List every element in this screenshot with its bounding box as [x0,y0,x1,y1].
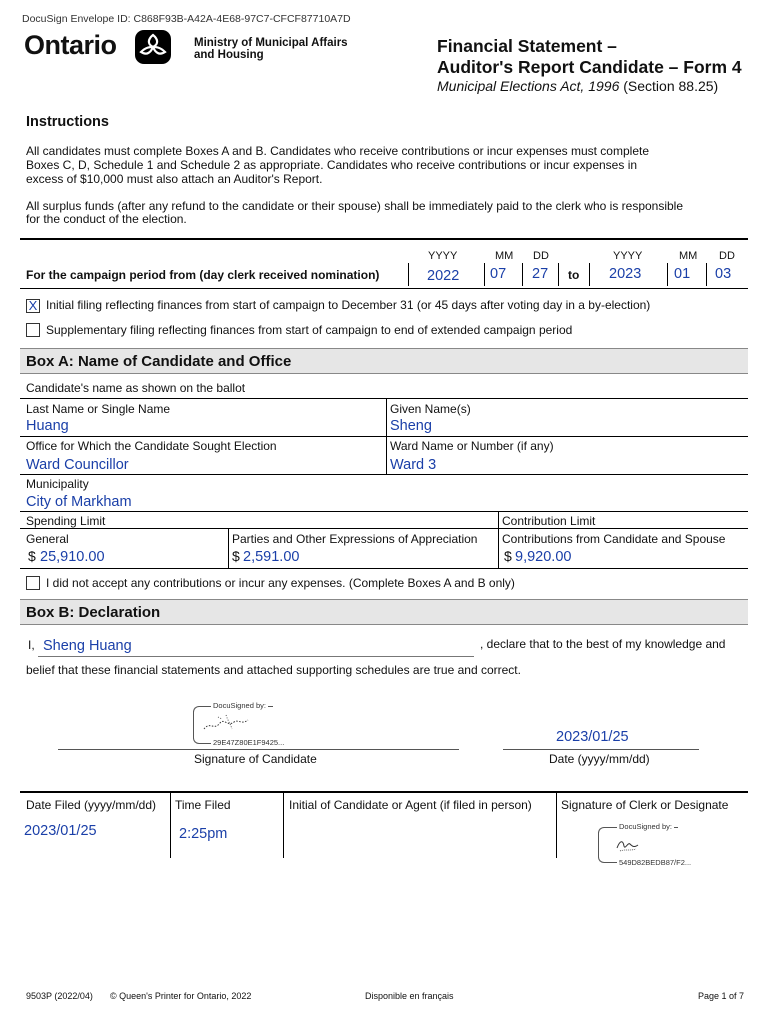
contribution-limit-field[interactable]: 9,920.00 [515,549,572,565]
declarant-underline [38,656,474,657]
date-label: Date (yyyy/mm/dd) [549,752,650,766]
instructions-paragraph-2 [26,200,683,226]
supplementary-filing-checkbox[interactable] [26,323,40,337]
instructions-line: All candidates must complete Boxes A and B. Candidates who receive contributions or incur expenses must complete [26,144,649,158]
initial-label: Initial of Candidate or Agent (if filed in person) [289,798,532,812]
clerk-signature-label: Signature of Clerk or Designate [561,798,729,812]
instructions-heading: Instructions [26,114,109,130]
divider [20,791,748,793]
signature-line [58,749,459,750]
divider [20,398,748,399]
given-name-field[interactable]: Sheng [390,418,432,434]
initial-filing-label: Initial filing reflecting finances from start of campaign to December 31 (or 45 days after voting day in a by-election) [46,298,651,312]
period-to-year-field[interactable]: 2023 [609,266,642,282]
ward-label: Ward Name or Number (if any) [390,439,554,453]
box-a-header [20,348,748,374]
act-section: (Section 88.25) [623,78,719,94]
clerk-docusigned-by-label: DocuSigned by: [619,822,672,831]
divider [484,263,485,286]
municipality-label: Municipality [26,477,89,491]
form-subtitle [437,78,718,94]
instructions-line: for the conduct of the election. [26,212,187,226]
parties-limit-field[interactable]: 2,591.00 [243,549,300,565]
box-b-header [20,599,748,625]
divider [706,263,707,286]
period-from-month-field[interactable]: 07 [490,266,507,282]
clerk-signature-icon [614,836,644,857]
divider [20,436,748,437]
page-number: Page 1 of 7 [698,991,745,1001]
declarant-name-field[interactable]: Sheng Huang [43,638,132,654]
period-from-year-field[interactable]: 2022 [427,268,460,284]
docusigned-by-label: DocuSigned by: [213,701,266,710]
divider [498,511,499,569]
divider [408,263,409,286]
divider [667,263,668,286]
envelope-id: DocuSign Envelope ID: C868F93B-A42A-4E68-97C7-CFCF87710A7D [22,13,351,25]
form-title [437,36,742,78]
contrib-candidate-label: Contributions from Candidate and Spouse [502,532,726,546]
divider [589,263,590,286]
date-filed-field[interactable]: 2023/01/25 [24,823,97,839]
ballot-name-label: Candidate's name as shown on the ballot [26,381,246,395]
dollar-sign: $ [28,548,36,564]
divider [20,528,748,529]
instructions-line: All surplus funds (after any refund to the candidate or their spouse) shall be immediately paid to the clerk who is responsible [26,199,684,213]
dollar-sign: $ [504,548,512,564]
mm-label: MM [495,250,514,262]
divider [20,238,748,240]
last-name-label: Last Name or Single Name [26,402,171,416]
box-a-heading: Box A: Name of Candidate and Office [26,353,292,370]
municipality-field[interactable]: City of Markham [26,494,132,510]
divider [558,263,559,286]
divider [20,568,748,569]
mm-label: MM [679,250,698,262]
divider [556,793,557,858]
contribution-limit-label: Contribution Limit [502,514,596,528]
act-name: Municipal Elections Act, 1996 [437,78,620,94]
divider [522,263,523,286]
declaration-text-2: belief that these financial statements and attached supporting schedules are true and correct. [26,663,521,677]
divider [170,793,171,858]
spending-limit-label: Spending Limit [26,514,106,528]
general-limit-label: General [26,532,69,546]
signature-label: Signature of Candidate [194,752,317,766]
box-b-heading: Box B: Declaration [26,604,161,621]
ministry-line-1: Ministry of Municipal Affairs [194,37,348,49]
signature-date-field[interactable]: 2023/01/25 [556,729,629,745]
office-field[interactable]: Ward Councillor [26,457,129,473]
divider [283,793,284,858]
ontario-logo-text: Ontario [24,30,117,60]
divider [20,474,748,475]
ward-field[interactable]: Ward 3 [390,457,437,473]
date-filed-label: Date Filed (yyyy/mm/dd) [26,798,157,812]
last-name-field[interactable]: Huang [26,418,69,434]
yyyy-label: YYYY [428,250,458,262]
clerk-signature-id: 549D82BEDB87/F2... [619,858,692,867]
instructions-line: excess of $10,000 must also attach an Auditor's Report. [26,172,323,186]
divider [20,511,748,512]
signature-id: 29E47Z80E1F9425... [213,738,285,747]
french-version-note: Disponible en français [365,991,454,1001]
campaign-period-label: For the campaign period from (day clerk received nomination) [26,268,380,282]
form-number: 9503P (2022/04) [26,991,93,1001]
dollar-sign: $ [232,548,240,564]
time-filed-field[interactable]: 2:25pm [179,826,228,842]
time-filed-label: Time Filed [175,798,231,812]
period-from-day-field[interactable]: 27 [532,266,549,282]
given-name-label: Given Name(s) [390,402,471,416]
declaration-text: , declare that to the best of my knowledge and [480,637,726,651]
office-label: Office for Which the Candidate Sought Election [26,439,277,453]
copyright: © Queen's Printer for Ontario, 2022 [110,991,252,1001]
trillium-logo-icon [135,30,171,64]
period-to-month-field[interactable]: 01 [674,266,691,282]
no-contributions-checkbox[interactable] [26,576,40,590]
ministry-line-2: and Housing [194,49,264,61]
divider [228,528,229,569]
divider [20,288,748,289]
instructions-paragraph-1 [26,144,649,186]
dd-label: DD [533,250,549,262]
to-label: to [568,268,580,282]
no-contributions-label: I did not accept any contributions or incur any expenses. (Complete Boxes A and B only) [46,576,515,590]
initial-filing-checkbox[interactable]: X [26,299,40,313]
form-title-line-2: Auditor's Report Candidate – Form 4 [437,57,742,77]
supplementary-filing-label: Supplementary filing reflecting finances from start of campaign to end of extended campaign period [46,323,573,337]
candidate-signature-icon [200,711,260,738]
period-to-day-field[interactable]: 03 [715,266,732,282]
ministry-name [194,37,348,61]
instructions-line: Boxes C, D, Schedule 1 and Schedule 2 as appropriate. Candidates who receive contributions or incur expenses in [26,158,638,172]
date-line [503,749,699,750]
parties-limit-label: Parties and Other Expressions of Appreciation [232,532,478,546]
i-label: I, [28,638,35,652]
form-title-line-1: Financial Statement – [437,36,617,56]
dd-label: DD [719,250,735,262]
general-limit-field[interactable]: 25,910.00 [40,549,105,565]
yyyy-label: YYYY [613,250,643,262]
